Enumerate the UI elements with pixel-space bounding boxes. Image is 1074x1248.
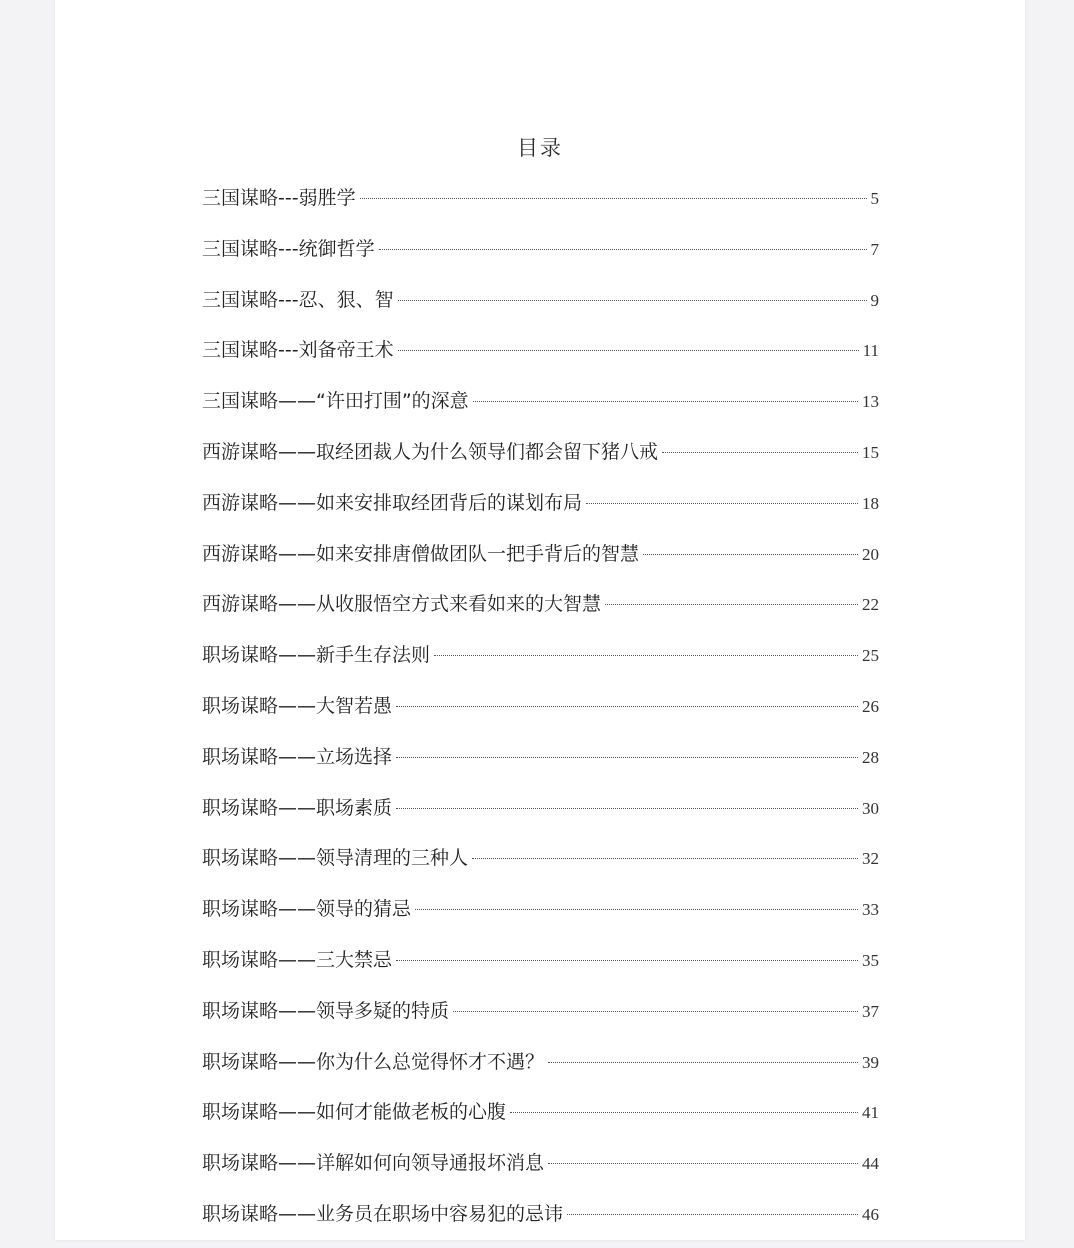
toc-dot-leader (548, 1062, 858, 1063)
toc-dot-leader (472, 858, 858, 859)
toc-entry[interactable] (202, 333, 879, 384)
toc-entry[interactable] (202, 384, 879, 435)
toc-entry-title: 三国谋略---刘备帝王术 (202, 339, 394, 362)
toc-page-number: 30 (862, 798, 879, 818)
toc-page-number: 20 (862, 544, 879, 564)
toc-dot-leader (434, 655, 858, 656)
toc-entry-title: 职场谋略——大智若愚 (202, 694, 393, 717)
toc-page-number: 32 (862, 849, 879, 869)
toc-entry[interactable] (202, 537, 879, 588)
toc-page-number: 35 (862, 950, 879, 970)
toc-entry[interactable] (202, 638, 879, 689)
toc-entry-title: 西游谋略——如来安排唐僧做团队一把手背后的智慧 (202, 542, 640, 565)
toc-title: 目录 (517, 136, 563, 160)
toc-entry[interactable] (202, 740, 879, 791)
toc-entry-title: 职场谋略——三大禁忌 (202, 948, 393, 971)
toc-page-number: 41 (862, 1103, 879, 1123)
toc-entry[interactable] (202, 181, 879, 232)
toc-dot-leader (396, 757, 858, 758)
toc-dot-leader (398, 350, 859, 351)
toc-entry-title: 三国谋略——“许田打围”的深意 (202, 390, 469, 413)
toc-entry-title: 职场谋略——如何才能做老板的心腹 (202, 1101, 507, 1124)
toc-page-number: 7 (870, 239, 879, 259)
toc-entry[interactable] (202, 689, 879, 740)
toc-entry[interactable] (202, 892, 879, 943)
toc-page-number: 22 (862, 595, 879, 615)
toc-page-number: 18 (862, 493, 879, 513)
toc-page-number: 11 (862, 341, 879, 361)
toc-page-number: 25 (862, 646, 879, 666)
toc-entry[interactable] (202, 435, 879, 486)
toc-page-number: 9 (870, 290, 879, 310)
toc-entry-title: 职场谋略——你为什么总觉得怀才不遇？ (202, 1050, 545, 1073)
toc-page-number: 37 (862, 1001, 879, 1021)
toc-entry[interactable] (202, 841, 879, 892)
document-page (55, 0, 1025, 1240)
toc-entry-title: 职场谋略——新手生存法则 (202, 644, 431, 667)
toc-entry[interactable] (202, 587, 879, 638)
toc-dot-leader (415, 909, 858, 910)
toc-page-number: 13 (862, 392, 879, 412)
toc-entry-title: 职场谋略——职场素质 (202, 796, 393, 819)
toc-entry-title: 西游谋略——取经团裁人为什么领导们都会留下猪八戒 (202, 440, 659, 463)
toc-entry[interactable] (202, 943, 879, 994)
toc-entry[interactable] (202, 1095, 879, 1146)
toc-dot-leader (643, 554, 858, 555)
toc-page-number: 46 (862, 1204, 879, 1224)
toc-dot-leader (396, 706, 858, 707)
toc-entry[interactable] (202, 994, 879, 1045)
toc-entry[interactable] (202, 1146, 879, 1197)
toc-entry-title: 三国谋略---统御哲学 (202, 237, 375, 260)
toc-dot-leader (548, 1163, 858, 1164)
toc-entry-title: 三国谋略---弱胜学 (202, 187, 356, 209)
toc-dot-leader (662, 452, 858, 453)
toc-dot-leader (396, 808, 858, 809)
toc-entry[interactable] (202, 1197, 879, 1248)
toc-entry-title: 职场谋略——领导多疑的特质 (202, 999, 450, 1022)
toc-entry-title: 三国谋略---忍、狠、智 (202, 288, 394, 311)
toc-list (202, 181, 879, 1248)
toc-entry-title: 职场谋略——详解如何向领导通报坏消息 (202, 1152, 545, 1175)
toc-entry[interactable] (202, 283, 879, 334)
toc-dot-leader (453, 1011, 858, 1012)
toc-page-number: 15 (862, 442, 879, 462)
toc-dot-leader (567, 1214, 858, 1215)
toc-entry-title: 西游谋略——从收服悟空方式来看如来的大智慧 (202, 593, 602, 616)
toc-dot-leader (473, 401, 858, 402)
toc-page-number: 26 (862, 696, 879, 716)
toc-dot-leader (396, 960, 858, 961)
toc-page-number: 44 (862, 1154, 879, 1174)
toc-entry-title: 职场谋略——业务员在职场中容易犯的忌讳 (202, 1202, 564, 1225)
toc-page-number: 33 (862, 900, 879, 920)
toc-dot-leader (398, 300, 867, 301)
toc-entry[interactable] (202, 486, 879, 537)
toc-entry-title: 职场谋略——领导的猜忌 (202, 898, 412, 921)
toc-entry[interactable] (202, 791, 879, 842)
toc-entry-title: 职场谋略——领导清理的三种人 (202, 847, 469, 870)
toc-dot-leader (510, 1112, 858, 1113)
toc-page-number: 28 (862, 747, 879, 767)
toc-page-number: 39 (862, 1052, 879, 1072)
toc-dot-leader (605, 604, 858, 605)
toc-dot-leader (360, 198, 867, 199)
toc-dot-leader (586, 503, 858, 504)
toc-entry-title: 西游谋略——如来安排取经团背后的谋划布局 (202, 491, 583, 514)
toc-dot-leader (379, 249, 867, 250)
toc-page-number: 5 (870, 189, 879, 208)
toc-entry-title: 职场谋略——立场选择 (202, 745, 393, 768)
toc-entry[interactable] (202, 232, 879, 283)
toc-entry[interactable] (202, 1045, 879, 1096)
